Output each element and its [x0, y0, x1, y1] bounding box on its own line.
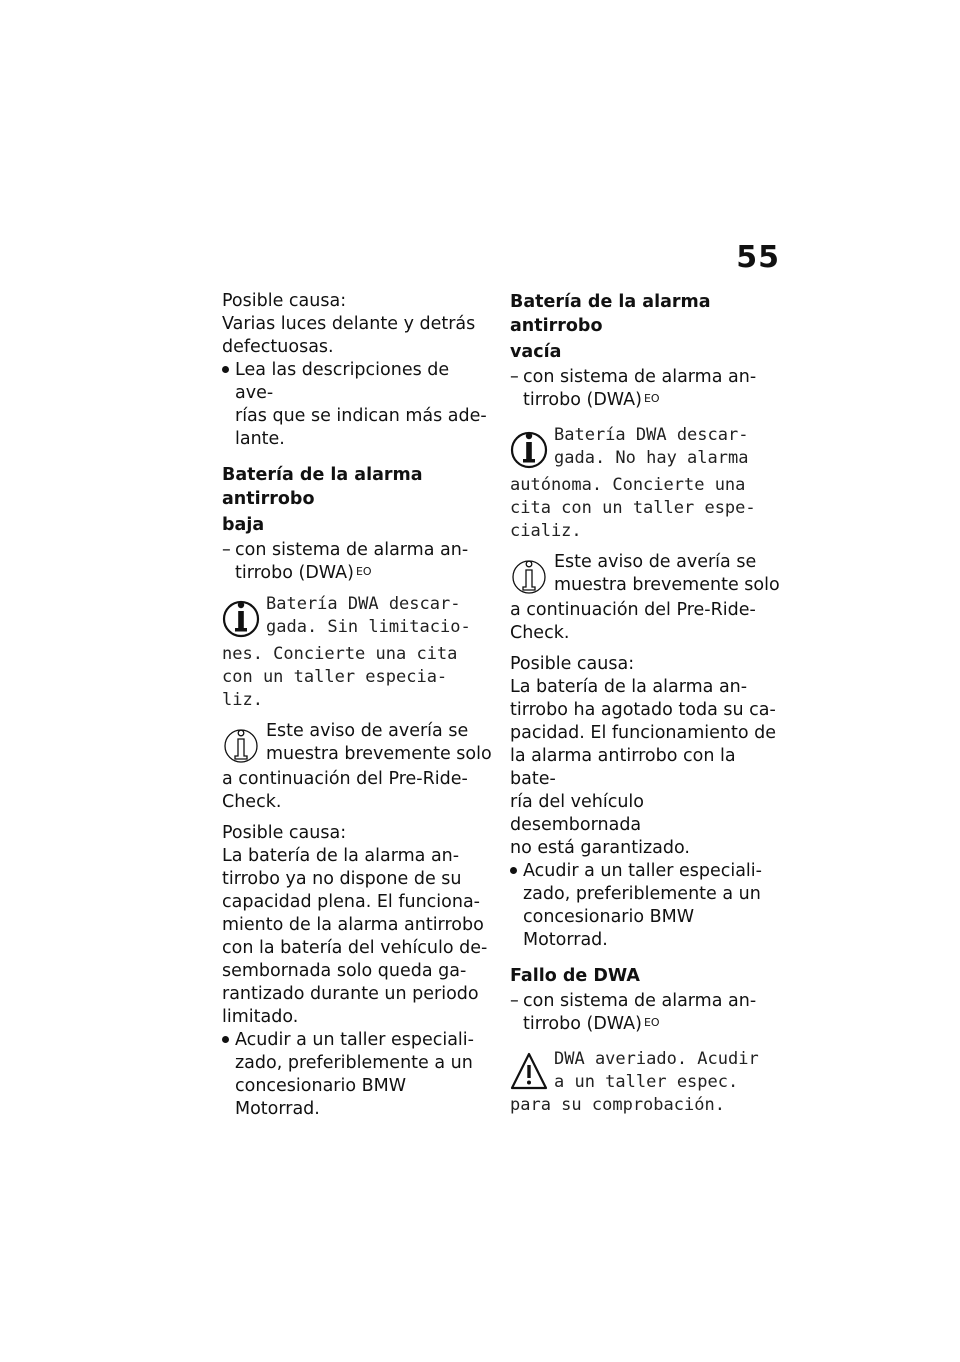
condition-text: tirrobo (DWA) $^{EO}$ [523, 390, 660, 410]
info-text: Check. [222, 792, 282, 812]
note-icon [222, 720, 266, 768]
bullet-text: zado, preferiblemente a un [523, 884, 761, 904]
bullet-text: Lea las descripciones de ave- [235, 360, 450, 403]
cause-text: La batería de la alarma an- [510, 677, 748, 697]
bullet-icon [222, 359, 235, 405]
info-text: Check. [510, 623, 570, 643]
info-text: Este aviso de avería se [266, 721, 469, 741]
info-icon [222, 593, 266, 643]
cause-text: capacidad plena. El funciona- [222, 892, 480, 912]
bullet-text: lante. [235, 429, 285, 449]
message-text: gada. Sin limitacio- [266, 617, 471, 637]
bullet-icon [222, 1029, 235, 1052]
section-heading: Batería de la alarma antirrobo [510, 292, 711, 336]
condition-item [510, 990, 780, 1013]
cause-label: Posible causa: [222, 823, 347, 843]
message-text: para su comprobación. [510, 1095, 725, 1115]
cause-text: miento de la alarma antirrobo [222, 915, 484, 935]
message-text: cita con un taller espe- [510, 498, 756, 518]
dash-icon: – [510, 991, 519, 1011]
display-message [510, 424, 780, 543]
message-text: liz. [222, 690, 263, 710]
info-text: muestra brevemente solo [554, 575, 780, 595]
dash-icon: – [222, 540, 231, 560]
cause-text: no está garantizado. [510, 838, 690, 858]
warning-triangle-icon [510, 1048, 554, 1094]
condition-text: con sistema de alarma an- [523, 367, 757, 387]
bullet-icon [510, 860, 523, 883]
info-text: muestra brevemente solo [266, 744, 492, 764]
condition-text: con sistema de alarma an- [235, 540, 469, 560]
bullet-text: Acudir a un taller especiali- [523, 861, 762, 881]
message-text: nes. Concierte una cita [222, 644, 458, 664]
bullet-item [510, 860, 780, 883]
section-heading: vacía [510, 342, 562, 362]
bullet-text: concesionario BMW Motorrad. [235, 1076, 407, 1119]
bullet-text: concesionario BMW Motorrad. [523, 907, 695, 950]
cause-text: ría del vehículo desembornada [510, 792, 645, 835]
option-sup: EO [643, 392, 660, 405]
cause-text: defectuosas. [222, 337, 334, 357]
condition-item [222, 539, 492, 562]
condition-text: con sistema de alarma an- [523, 991, 757, 1011]
section-heading: Fallo de DWA [510, 966, 640, 986]
option-sup: EO [355, 565, 372, 578]
cause-text: limitado. [222, 1007, 299, 1027]
message-text: con un taller especia- [222, 667, 448, 687]
message-text: cializ. [510, 521, 582, 541]
info-text: a continuación del Pre-Ride- [510, 600, 756, 620]
condition-text: tirrobo (DWA) $^{EO}$ [523, 1014, 660, 1034]
bullet-item [222, 1029, 492, 1052]
info-text: a continuación del Pre-Ride- [222, 769, 468, 789]
left-column [222, 290, 492, 1121]
cause-text: pacidad. El funcionamiento de [510, 723, 776, 743]
right-column [510, 290, 780, 1117]
section-heading: baja [222, 515, 265, 535]
condition-item [510, 366, 780, 389]
bullet-text: zado, preferiblemente a un [235, 1053, 473, 1073]
display-message [510, 1048, 780, 1117]
message-text: a un taller espec. [554, 1072, 739, 1092]
cause-text: la alarma antirrobo con la bate- [510, 746, 736, 789]
info-note [510, 551, 780, 645]
cause-text: rantizado durante un periodo [222, 984, 479, 1004]
cause-label: Posible causa: [510, 654, 635, 674]
dash-icon: – [510, 367, 519, 387]
condition-text: tirrobo (DWA) $^{EO}$ [235, 563, 372, 583]
bullet-item [222, 359, 492, 405]
info-icon [510, 424, 554, 474]
cause-text: tirrobo ya no dispone de su [222, 869, 462, 889]
cause-text: sembornada solo queda ga- [222, 961, 467, 981]
message-text: autónoma. Concierte una [510, 475, 746, 495]
message-text: DWA averiado. Acudir [554, 1049, 759, 1069]
page-number: 55 [736, 240, 780, 275]
cause-text: Varias luces delante y detrás [222, 314, 476, 334]
info-note [222, 720, 492, 814]
cause-text: con la batería del vehículo de- [222, 938, 488, 958]
bullet-text: rías que se indican más ade- [235, 406, 487, 426]
section-heading: Batería de la alarma antirrobo [222, 465, 423, 509]
display-message [222, 593, 492, 712]
cause-label: Posible causa: [222, 291, 347, 311]
info-text: Este aviso de avería se [554, 552, 757, 572]
message-text: Batería DWA descar- [266, 594, 461, 614]
cause-text: La batería de la alarma an- [222, 846, 460, 866]
message-text: Batería DWA descar- [554, 425, 749, 445]
bullet-text: Acudir a un taller especiali- [235, 1030, 474, 1050]
message-text: gada. No hay alarma [554, 448, 749, 468]
option-sup: EO [643, 1016, 660, 1029]
note-icon [510, 551, 554, 599]
cause-text: tirrobo ha agotado toda su ca- [510, 700, 776, 720]
